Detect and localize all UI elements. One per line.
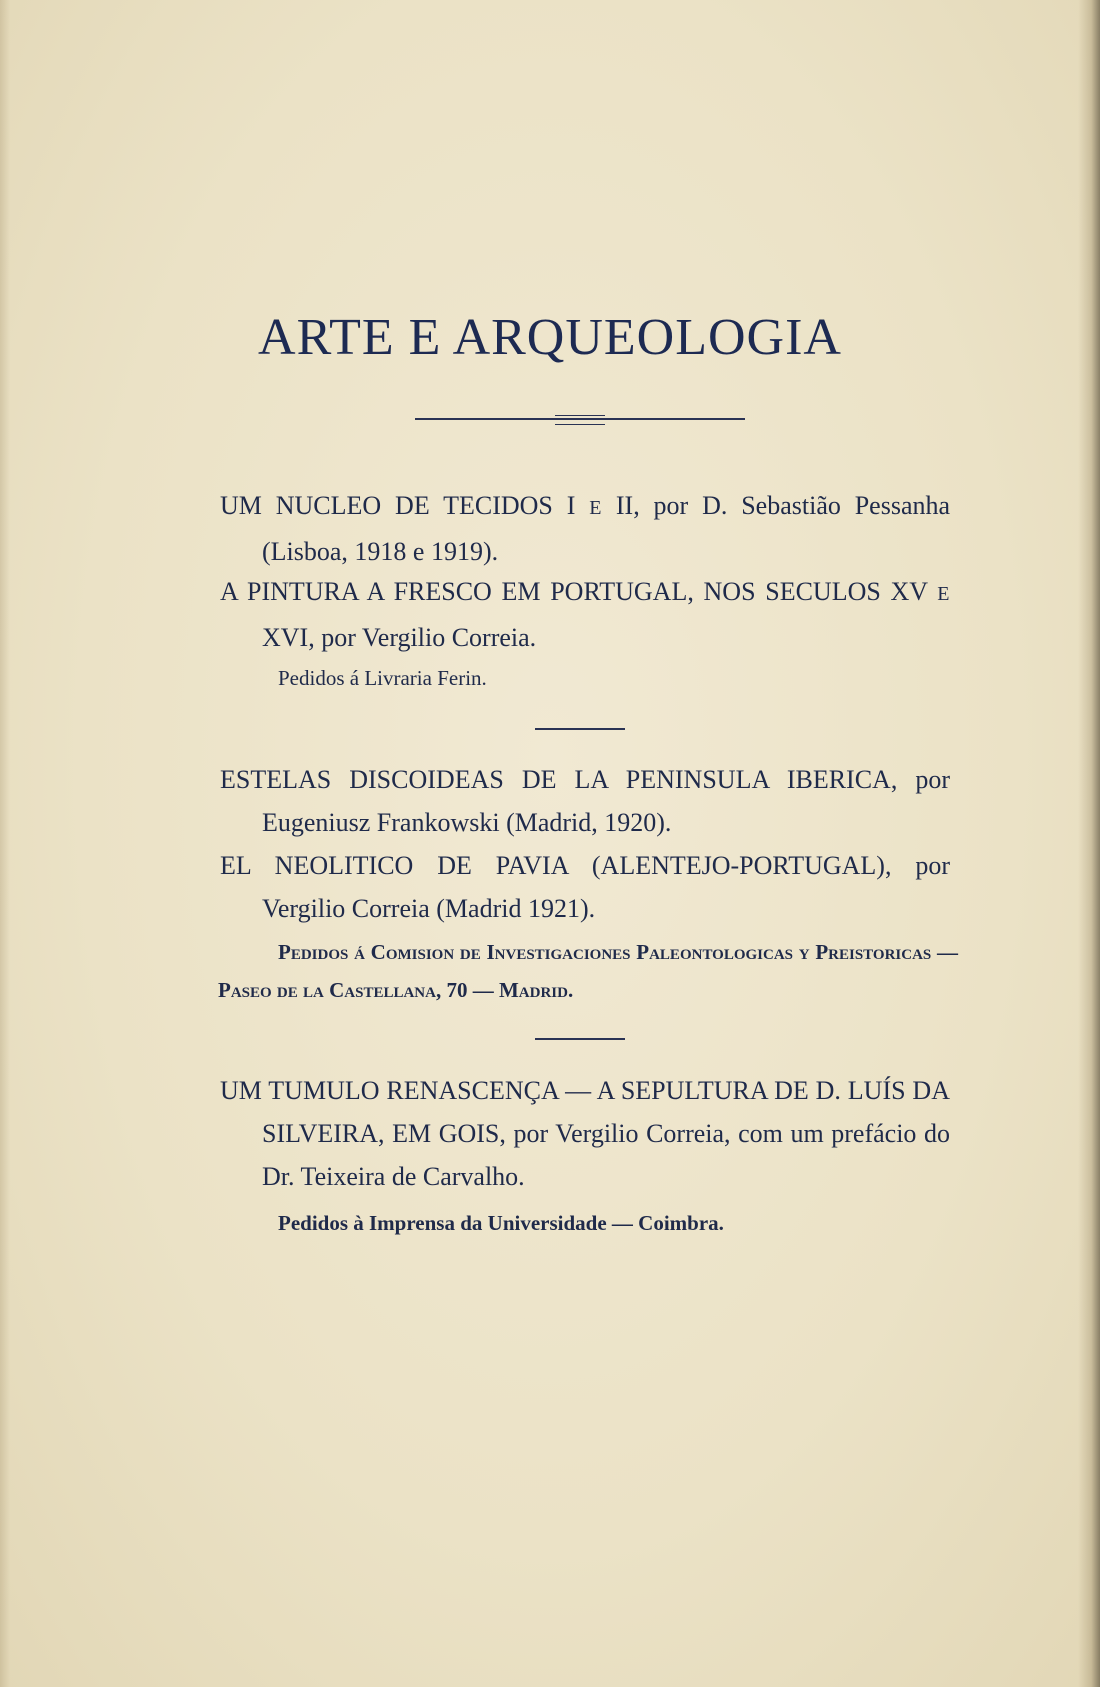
entry-estelas: ESTELAS DISCOIDEAS DE LA PENINSULA IBERICA, por Eugeniusz Frankowski (Madrid, 1920). xyxy=(220,765,950,837)
entry-tecidos-conj: E xyxy=(589,497,602,519)
entry-pintura-title-a: A PINTURA A FRESCO EM PORTUGAL, NOS SECULOS XV xyxy=(220,577,928,606)
section-divider-2 xyxy=(535,1038,625,1040)
section-divider-1 xyxy=(535,728,625,730)
page-edge-left xyxy=(0,0,10,1687)
entry-pintura xyxy=(220,570,950,659)
entry-neolitico: EL NEOLITICO DE PAVIA (ALENTEJO-PORTUGAL), por Vergilio Correia (Madrid 1921). xyxy=(220,851,950,923)
order-note-comision: Pedidos á Comision de Investigaciones Paleontologicas y Preistoricas — Paseo de la Castellana, 70 — Madrid. xyxy=(218,940,958,1002)
order-note-ferin: Pedidos á Livraria Ferin. xyxy=(278,666,487,690)
title-divider-ornament xyxy=(555,415,605,425)
entry-tumulo: UM TUMULO RENASCENÇA — A SEPULTURA DE D. LUÍS DA SILVEIRA, EM GOIS, por Vergilio Correia, com um prefácio do Dr. Teixeira de Carvalho. xyxy=(220,1076,950,1191)
entry-pintura-title-b: XVI, por Vergilio Correia. xyxy=(262,623,537,652)
entry-tecidos-title-b: II, por D. Sebastião Pessanha (Lisboa, 1918 e 1919). xyxy=(262,491,951,566)
page-edge-right xyxy=(1078,0,1100,1687)
page-title: ARTE E ARQUEOLOGIA xyxy=(258,309,842,366)
entry-pintura-conj: E xyxy=(937,583,951,605)
entry-tecidos xyxy=(220,484,950,573)
entry-tecidos-title-a: UM NUCLEO DE TECIDOS I xyxy=(220,491,576,520)
order-note-coimbra: Pedidos à Imprensa da Universidade — Coimbra. xyxy=(278,1211,724,1235)
